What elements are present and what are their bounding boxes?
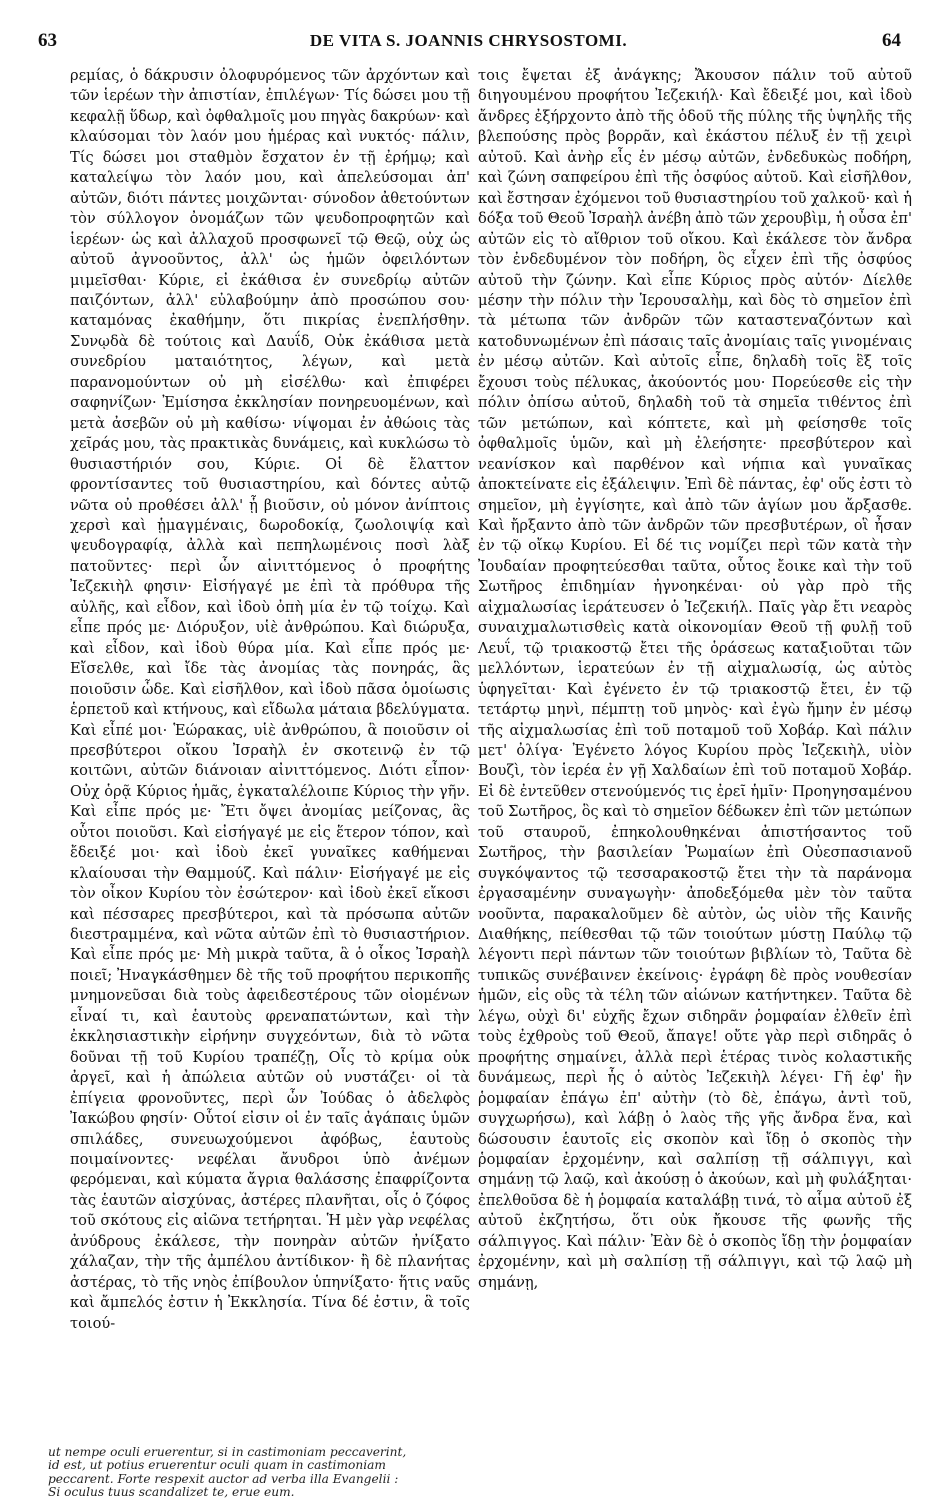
page-number-left: 63 [38,30,57,51]
right-column [478,66,912,1293]
footnote-line: ut nempe oculi eruerentur, si in castimoniam peccaverint, [48,1445,407,1459]
page-number-right: 64 [882,30,901,51]
left-column-text: ρεμίας, ὁ δάκρυσιν ὀλοφυρόμενος τῶν ἀρχόντων καὶ τῶν ἱερέων τὴν ἀπιστίαν, ἐπιλέγων· Τίς δώσει μου τῇ κεφαλῇ ὕδωρ, καὶ ὀφθαλμοῖς μου πηγὰς δακρύων· καὶ κλαύσομαι τὸν λαόν μου ἡμέρας καὶ νυκτός· πάλιν, Τίς δώσει μοι σταθμὸν ἔσχατον ἐν τῇ ἐρήμῳ; καὶ καταλείψω τὸν λαόν μου, καὶ ἀπελεύσομαι ἀπ' αὐτῶν, διότι πάντες μοιχῶνται· σύνοδον ἀθετούντων τὸν σύλλογον ὀνομάζων τῶν ψευδοπροφητῶν καὶ ἱερέων· ὡς καὶ ἀλλαχοῦ προσφωνεῖ τῷ Θεῷ, οὐχ ὡς αὐτοῦ ἀγνοοῦντος, ἀλλ' ὡς ἡμῶν ὀφειλόντων μιμεῖσθαι· Κύριε, εἰ ἐκάθισα ἐν συνεδρίῳ αὐτῶν παιζόντων, ἀλλ' εὐλαβούμην ἀπὸ προσώπου σου· καταμόνας ἐκαθήμην, ὅτι πικρίας ἐνεπλήσθην. Συνῳδὰ δὲ τούτοις καὶ Δαυΐδ, Οὐκ ἐκάθισα μετὰ συνεδρίου ματαιότητος, λέγων, καὶ μετὰ παρανομούντων οὐ μὴ εἰσέλθω· καὶ ἐπιφέρει σαφηνίζων· Ἐμίσησα ἐκκλησίαν πονηρευομένων, καὶ μετὰ ἀσεβῶν οὐ μὴ καθίσω· νίψομαι ἐν ἀθώοις τὰς χεῖράς μου, τὰς πρακτικὰς δυνάμεις, καὶ κυκλώσω τὸ θυσιαστήριόν σου, Κύριε. Οἱ δὲ ἔλαττον φροντίσαντες τοῦ θυσιαστηρίου, καὶ δόντες αὐτῷ νῶτα οὐ προθέσει ἀλλ' ᾗ βιοῦσιν, οὐ μόνον ἀνίπτοις χερσὶ καὶ ᾑμαγμέναις, δωροδοκίᾳ, ζωολοιψίᾳ καὶ ψευδογραφίᾳ, ἀλλὰ καὶ πεπηλωμένοις ποσὶ λὰξ πατοῦντες· περὶ ὧν αἰνιττόμενος ὁ προφήτης Ἰεζεκιὴλ φησιν· Εἰσήγαγέ με ἐπὶ τὰ πρόθυρα τῆς αὐλῆς, καὶ εἶδον, καὶ ἰδοὺ ὀπὴ μία ἐν τῷ τοίχῳ. Καὶ εἶπε πρός με· Διόρυξον, υἱὲ ἀνθρώπου. Καὶ διώρυξα, καὶ εἶδον, καὶ ἰδοὺ θύρα μία. Καὶ εἶπε πρός με· Εἴσελθε, καὶ ἴδε τὰς ἀνομίας τὰς πονηράς, ἃς ποιοῦσιν ὧδε. Καὶ εἰσῆλθον, καὶ ἰδοὺ πᾶσα ὁμοίωσις ἑρπετοῦ καὶ κτήνους, καὶ εἴδωλα μάταια βδελύγματα. Καὶ εἶπέ μοι· Ἑώρακας, υἱὲ ἀνθρώπου, ἃ ποιοῦσιν οἱ πρεσβύτεροι οἴκου Ἰσραὴλ ἐν σκοτεινῷ ἐν τῷ κοιτῶνι, αὐτῶν διάνοιαν αἰνιττόμενος. Διότι εἶπον· Οὐχ ὁρᾷ Κύριος ἡμᾶς, ἐγκαταλέλοιπε Κύριος τὴν γῆν. Καὶ εἶπε πρός με· Ἔτι ὄψει ἀνομίας μείζονας, ἃς οὗτοι ποιοῦσι. Καὶ εἰσήγαγέ με εἰς ἕτερον τόπον, καὶ ἔδειξέ μοι· καὶ ἰδοὺ ἐκεῖ γυναῖκες καθήμεναι κλαίουσαι τὴν Θαμμούζ. Καὶ πάλιν· Εἰσήγαγέ με εἰς τὸν οἶκον Κυρίου τὸν ἐσώτερον· καὶ ἰδοὺ ἐκεῖ εἴκοσι καὶ πέσσαρες πρεσβύτεροι, καὶ τὰ πρόσωπα αὐτῶν διεστραμμένα, καὶ νῶτα αὐτῶν ἐπὶ τὸ θυσιαστήριον. Καὶ εἶπε πρός με· Μὴ μικρὰ ταῦτα, ἃ ὁ οἶκος Ἰσραὴλ ποιεῖ; Ἠναγκάσθημεν δὲ τῆς τοῦ προφήτου περικοπῆς μνημονεῦσαι διὰ τοὺς ἀφειδεστέρους τῶν οἰομένων εἶναί τι, καὶ ἑαυτοὺς φρεναπατώντων, καὶ τὴν ἐκκλησιαστικὴν εἰρήνην συγχεόντων, διὰ τὸ νῶτα δοῦναι τῇ τοῦ Κυρίου τραπέζῃ, Οἷς τὸ κρίμα οὐκ ἀργεῖ, καὶ ἡ ἀπώλεια αὐτῶν οὐ νυστάζει· οἱ τὰ ἐπίγεια φρονοῦντες, περὶ ὧν Ἰούδας ὁ ἀδελφὸς Ἰακώβου φησίν· Οὗτοί εἰσιν οἱ ἐν ταῖς ἀγάπαις ὑμῶν σπιλάδες, συνευωχούμενοι ἀφόβως, ἑαυτοὺς ποιμαίνοντες· νεφέλαι ἄνυδροι ὑπὸ ἀνέμων φερόμεναι, καὶ κύματα ἄγρια θαλάσσης ἐπαφρίζοντα τὰς ἑαυτῶν αἰσχύνας, ἀστέρες πλανῆται, οἷς ὁ ζόφος τοῦ σκότους εἰς αἰῶνα τετήρηται. Ἡ μὲν γὰρ νεφέλας ἀνύδρους ἐκάλεσε, τὴν πονηρὰν αὐτῶν ἠνίξατο χάλαζαν, τὴν τῆς ἀμπέλου ἀντίδικον· ἢ δὲ πλανήτας ἀστέρας, τὸ τῆς νηὸς ἐπίβουλον ὑπηνίξατο· ἥτις ναῦς καὶ ἄμπελός ἐστιν ἡ Ἐκκλησία. Τίνα δέ ἐστιν, ἃ τοῖς τοιού- [70,67,470,1332]
footnote-line: id est, ut potius eruerentur oculi quam in castimoniam [48,1458,386,1473]
footnote-line: Si oculus tuus scandalizet te, erue eum. [48,1485,295,1500]
left-column [70,66,470,1334]
footnote [48,1446,473,1500]
running-title: DE VITA S. JOANNIS CHRYSOSTOMI. [309,31,628,50]
footnote-line: peccarent. Forte respexit auctor ad verba illa Evangelii : [48,1471,399,1486]
right-column-text: τοις ἔψεται ἐξ ἀνάγκης; Ἄκουσον πάλιν τοῦ αὐτοῦ διηγουμένου προφήτου Ἰεζεκιήλ· Καὶ ἔδειξέ μοι, καὶ ἰδοὺ ἄνδρες ἐξήρχοντο ἀπὸ τῆς ὁδοῦ τῆς πύλης τῆς ὑψηλῆς τῆς βλεπούσης πρὸς βορρᾶν, καὶ ἑκάστου πέλυξ ἐν τῇ χειρὶ αὐτοῦ. Καὶ ἀνὴρ εἷς ἐν μέσῳ αὐτῶν, ἐνδεδυκὼς ποδήρη, καὶ ζώνη σαπφείρου ἐπὶ τῆς ὀσφύος αὐτοῦ. Καὶ εἰσῆλθον, καὶ ἔστησαν ἐχόμενοι τοῦ θυσιαστηρίου τοῦ χαλκοῦ· καὶ ἡ δόξα τοῦ Θεοῦ Ἰσραὴλ ἀνέβη ἀπὸ τῶν χερουβὶμ, ἡ οὖσα ἐπ' αὐτῶν εἰς τὸ αἴθριον τοῦ οἴκου. Καὶ ἐκάλεσε τὸν ἄνδρα τὸν ἐνδεδυμένον τὸν ποδήρη, ὃς εἶχεν ἐπὶ τῆς ὀσφύος αὐτοῦ τὴν ζώνην. Καὶ εἶπε Κύριος πρὸς αὐτόν· Δίελθε μέσην τὴν πόλιν τὴν Ἱερουσαλὴμ, καὶ δὸς τὸ σημεῖον ἐπὶ τὰ μέτωπα τῶν ἀνδρῶν τῶν καταστεναζόντων καὶ κατοδυνωμένων ἐπὶ πάσαις ταῖς ἀνομίαις ταῖς γινομέναις ἐν μέσῳ αὐτῶν. Καὶ αὐτοῖς εἶπε, δηλαδὴ τοῖς ἓξ τοῖς ἔχουσι τοὺς πέλυκας, ἀκούοντός μου· Πορεύεσθε εἰς τὴν πόλιν ὀπίσω αὐτοῦ, δηλαδὴ τοῦ τὰ σημεῖα τιθέντος ἐπὶ τῶν μετώπων, καὶ κόπτετε, καὶ μὴ φείσησθε τοῖς ὀφθαλμοῖς ὑμῶν, καὶ μὴ ἐλεήσητε· πρεσβύτερον καὶ νεανίσκον καὶ παρθένον καὶ νήπια καὶ γυναῖκας ἀποκτείνατε εἰς ἐξάλειψιν. Ἐπὶ δὲ πάντας, ἐφ' οὕς ἐστι τὸ σημεῖον, μὴ ἐγγίσητε, καὶ ἀπὸ τῶν ἁγίων μου ἄρξασθε. Καὶ ἤρξαντο ἀπὸ τῶν ἀνδρῶν τῶν πρεσβυτέρων, οἳ ἦσαν ἐν τῷ οἴκῳ Κυρίου. Εἰ δέ τις νομίζει περὶ τῶν κατὰ τὴν Ἰουδαίαν προφητεύεσθαι ταῦτα, οὗτος ἔοικε καὶ τὴν τοῦ Σωτῆρος ἐπιδημίαν ἠγνοηκέναι· οὐ γὰρ πρὸ τῆς αἰχμαλωσίας ἱεράτευσεν ὁ Ἰεζεκιήλ. Παῖς γὰρ ἔτι νεαρὸς συναιχμαλωτισθεὶς κατὰ οἰκονομίαν Θεοῦ τῇ φυλῇ τοῦ Λευΐ, τῷ τριακοστῷ ἔτει τῆς ὁράσεως καταξιοῦται τῶν μελλόντων, ἱερατεύων ἐν τῇ αἰχμαλωσίᾳ, ὡς αὐτὸς ὑφηγεῖται· Καὶ ἐγένετο ἐν τῷ τριακοστῷ ἔτει, ἐν τῷ τετάρτῳ μηνὶ, πέμπτῃ τοῦ μηνὸς· καὶ ἐγὼ ἤμην ἐν μέσῳ τῆς αἰχμαλωσίας ἐπὶ τοῦ ποταμοῦ τοῦ Χοβάρ. Καὶ πάλιν μετ' ὀλίγα· Ἐγένετο λόγος Κυρίου πρὸς Ἰεζεκιὴλ, υἱὸν Βουζὶ, τὸν ἱερέα ἐν γῇ Χαλδαίων ἐπὶ τοῦ ποταμοῦ Χοβάρ. Εἰ δὲ ἐντεῦθεν στενούμενός τις ἐρεῖ ἡμῖν· Προηγησαμένου τοῦ Σωτῆρος, ὃς καὶ τὸ σημεῖον δέδωκεν ἐπὶ τῶν μετώπων τοῦ σταυροῦ, ἐπηκολουθηκέναι ἀπιστήσαντος τοῦ Σωτῆρος, τὴν βασιλείαν Ῥωμαίων ἐπὶ Οὐεσπασιανοῦ συγκόψαντος τῷ τεσσαρακοστῷ ἔτει τὴν τὰ παράνομα ἐργασαμένην συναγωγὴν· ἀποδεξόμεθα μὲν τὸν ταῦτα νοοῦντα, παρακαλοῦμεν δὲ αὐτὸν, ὡς υἱὸν τῆς Καινῆς Διαθήκης, πείθεσθαι τῷ τῶν τοιούτων μύστῃ Παύλῳ τῷ λέγοντι περὶ πάντων τῶν τοιούτων βιβλίων τὸ, Ταῦτα δὲ τυπικῶς συνέβαινεν ἐκείνοις· ἐγράφη δὲ πρὸς νουθεσίαν ἡμῶν, εἰς οὓς τὰ τέλη τῶν αἰώνων κατήντηκεν. Ταῦτα δὲ λέγω, οὐχὶ δι' εὐχῆς ἔχων σιδηρᾶν ῥομφαίαν ἐλθεῖν ἐπὶ τοὺς ἐχθροὺς τοῦ Θεοῦ, ἄπαγε! οὔτε γὰρ περὶ σιδηρᾶς ὁ προφήτης σημαίνει, ἀλλὰ περὶ ἑτέρας τινὸς κολαστικῆς δυνάμεως, περὶ ἧς ὁ αὐτὸς Ἰεζεκιὴλ λέγει· Γῆ ἐφ' ἣν ῥομφαίαν ἐπάγω ἐπ' αὐτὴν (τὸ δὲ, ἐπάγω, ἀντὶ τοῦ, συγχωρήσω), καὶ λάβῃ ὁ λαὸς τῆς γῆς ἄνδρα ἕνα, καὶ δώσουσιν ἑαυτοῖς εἰς σκοπὸν καὶ ἴδῃ ὁ σκοπὸς τὴν ῥομφαίαν ἐρχομένην, καὶ σαλπίσῃ τῇ σάλπιγγι, καὶ σημάνῃ τῷ λαῷ, καὶ ἀκούσῃ ὁ ἀκούων, καὶ μὴ φυλάξηται· ἐπελθοῦσα δὲ ἡ ῥομφαία καταλάβῃ τινά, τὸ αἷμα αὐτοῦ ἐξ αὐτοῦ ἐκζητήσω, ὅτι οὐκ ἤκουσε τῆς φωνῆς τῆς σάλπιγγος. Καὶ πάλιν· Ἐὰν δὲ ὁ σκοπὸς ἴδῃ τὴν ῥομφαίαν ἐρχομένην, καὶ μὴ σαλπίσῃ τῇ σάλπιγγι, καὶ τῷ λαῷ μὴ σημάνῃ, [478,67,912,1291]
page-header [30,30,907,56]
